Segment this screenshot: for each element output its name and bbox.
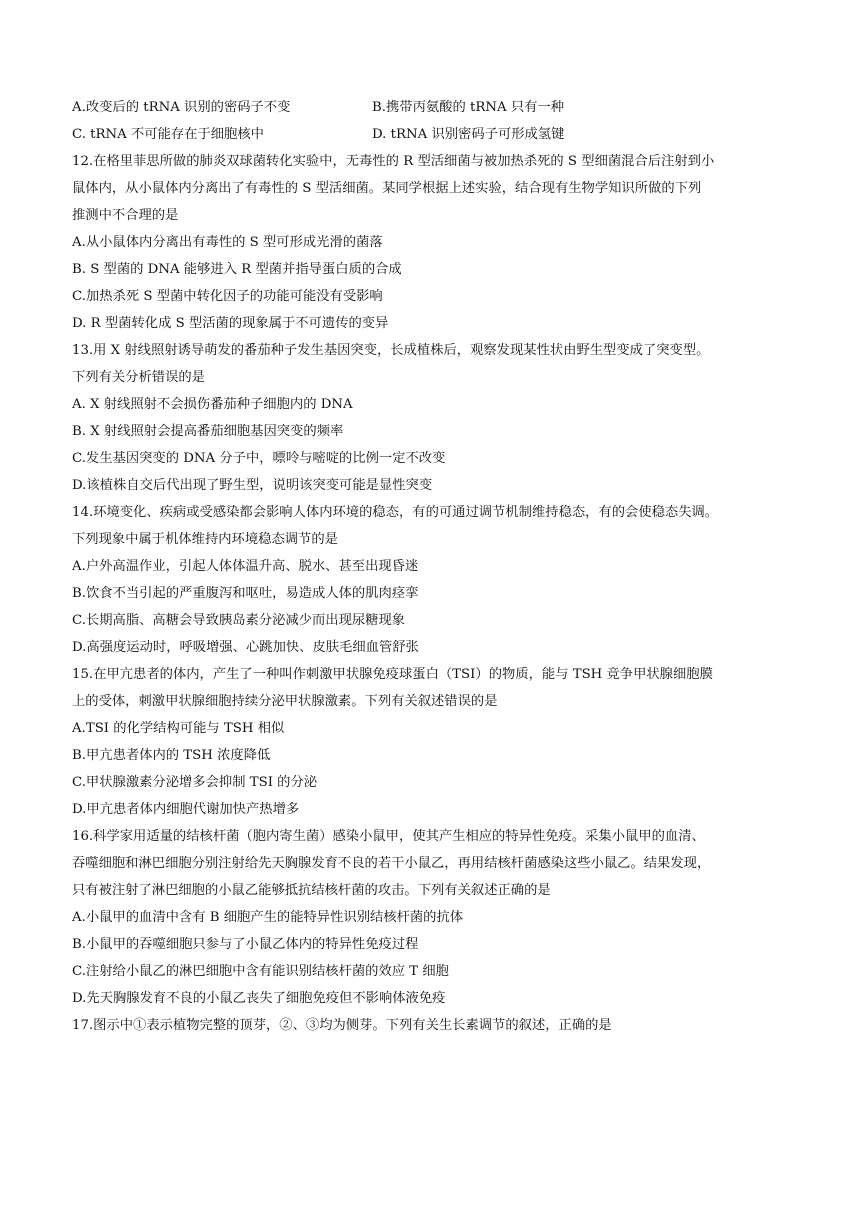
question-15: [72, 661, 804, 823]
option-c: C.加热杀死 S 型菌中转化因子的功能可能没有受影响: [72, 289, 383, 304]
option-a: A. X 射线照射不会损伤番茄种子细胞内的 DNA: [72, 397, 353, 412]
option-b: B.小鼠甲的吞噬细胞只参与了小鼠乙体内的特异性免疫过程: [72, 937, 419, 952]
option-d: D. R 型菌转化成 S 型活菌的现象属于不可遗传的变异: [72, 316, 389, 331]
option-b: B.甲亢患者体内的 TSH 浓度降低: [72, 748, 271, 763]
option-c: C.注射给小鼠乙的淋巴细胞中含有能识别结核杆菌的效应 T 细胞: [72, 964, 449, 979]
option-b: B.饮食不当引起的严重腹泻和呕吐，易造成人体的肌肉痉挛: [72, 586, 419, 601]
option-d: D.高强度运动时，呼吸增强、心跳加快、皮肤毛细血管舒张: [72, 640, 419, 655]
q11-option-a: A.改变后的 tRNA 识别的密码子不变: [72, 100, 291, 115]
option-a: A.TSI 的化学结构可能与 TSH 相似: [72, 721, 285, 736]
question-stem-line: 13.用 X 射线照射诱导萌发的番茄种子发生基因突变，长成植株后，观察发现某性状由野生型变成了突变型。: [72, 343, 710, 358]
question-17: [72, 1012, 804, 1039]
q11-option-d: D. tRNA 识别密码子可形成氢键: [372, 127, 565, 142]
question-16: [72, 823, 804, 1012]
option-c: C.发生基因突变的 DNA 分子中，嘌呤与嘧啶的比例一定不改变: [72, 451, 446, 466]
option-a: A.从小鼠体内分离出有毒性的 S 型可形成光滑的菌落: [72, 235, 383, 250]
option-d: D.甲亢患者体内细胞代谢加快产热增多: [72, 802, 300, 817]
question-stem-line: 只有被注射了淋巴细胞的小鼠乙能够抵抗结核杆菌的攻击。下列有关叙述正确的是: [72, 883, 551, 898]
option-b: B. S 型菌的 DNA 能够进入 R 型菌并指导蛋白质的合成: [72, 262, 402, 277]
question-12: [72, 148, 804, 337]
question-stem-line: 鼠体内，从小鼠体内分离出了有毒性的 S 型活细菌。某同学根据上述实验，结合现有生物学知识所做的下列: [72, 181, 702, 196]
question-stem-line: 12.在格里菲思所做的肺炎双球菌转化实验中，无毒性的 R 型活细菌与被加热杀死的 S 型细菌混合后注射到小: [72, 154, 715, 169]
question-14: [72, 499, 804, 661]
question-stem-line: 14.环境变化、疾病或受感染都会影响人体内环境的稳态，有的可通过调节机制维持稳态，有的会使稳态失调。: [72, 505, 719, 520]
q11-options-row-2: [72, 121, 804, 148]
option-a: A.小鼠甲的血清中含有 B 细胞产生的能特异性识别结核杆菌的抗体: [72, 910, 464, 925]
question-13: [72, 337, 804, 499]
question-stem-line: 17.图示中①表示植物完整的顶芽，②、③均为侧芽。下列有关生长素调节的叙述，正确的是: [72, 1018, 612, 1033]
question-stem-line: 下列有关分析错误的是: [72, 370, 205, 385]
option-d: D.该植株自交后代出现了野生型，说明该突变可能是显性突变: [72, 478, 433, 493]
question-stem-line: 推测中不合理的是: [72, 208, 179, 223]
option-d: D.先天胸腺发育不良的小鼠乙丧失了细胞免疫但不影响体液免疫: [72, 991, 446, 1006]
option-b: B. X 射线照射会提高番茄细胞基因突变的频率: [72, 424, 344, 439]
q11-option-b: B.携带丙氨酸的 tRNA 只有一种: [372, 100, 565, 115]
question-stem-line: 15.在甲亢患者的体内，产生了一种叫作刺激甲状腺免疫球蛋白（TSI）的物质，能与 TSH 竞争甲状腺细胞膜: [72, 667, 713, 682]
q11-options-row-1: [72, 94, 804, 121]
question-stem-line: 16.科学家用适量的结核杆菌（胞内寄生菌）感染小鼠甲，使其产生相应的特异性免疫。采集小鼠甲的血清、: [72, 829, 705, 844]
option-c: C.甲状腺激素分泌增多会抑制 TSI 的分泌: [72, 775, 318, 790]
option-a: A.户外高温作业，引起人体体温升高、脱水、甚至出现昏迷: [72, 559, 419, 574]
question-stem-line: 上的受体，刺激甲状腺细胞持续分泌甲状腺激素。下列有关叙述错误的是: [72, 694, 498, 709]
option-c: C.长期高脂、高糖会导致胰岛素分泌减少而出现尿糖现象: [72, 613, 406, 628]
question-stem-line: 吞噬细胞和淋巴细胞分别注射给先天胸腺发育不良的若干小鼠乙，再用结核杆菌感染这些小鼠乙。结果发现，: [72, 856, 711, 871]
q11-option-c: C. tRNA 不可能存在于细胞核中: [72, 127, 264, 142]
exam-page: [72, 94, 804, 1039]
question-stem-line: 下列现象中属于机体维持内环境稳态调节的是: [72, 532, 338, 547]
